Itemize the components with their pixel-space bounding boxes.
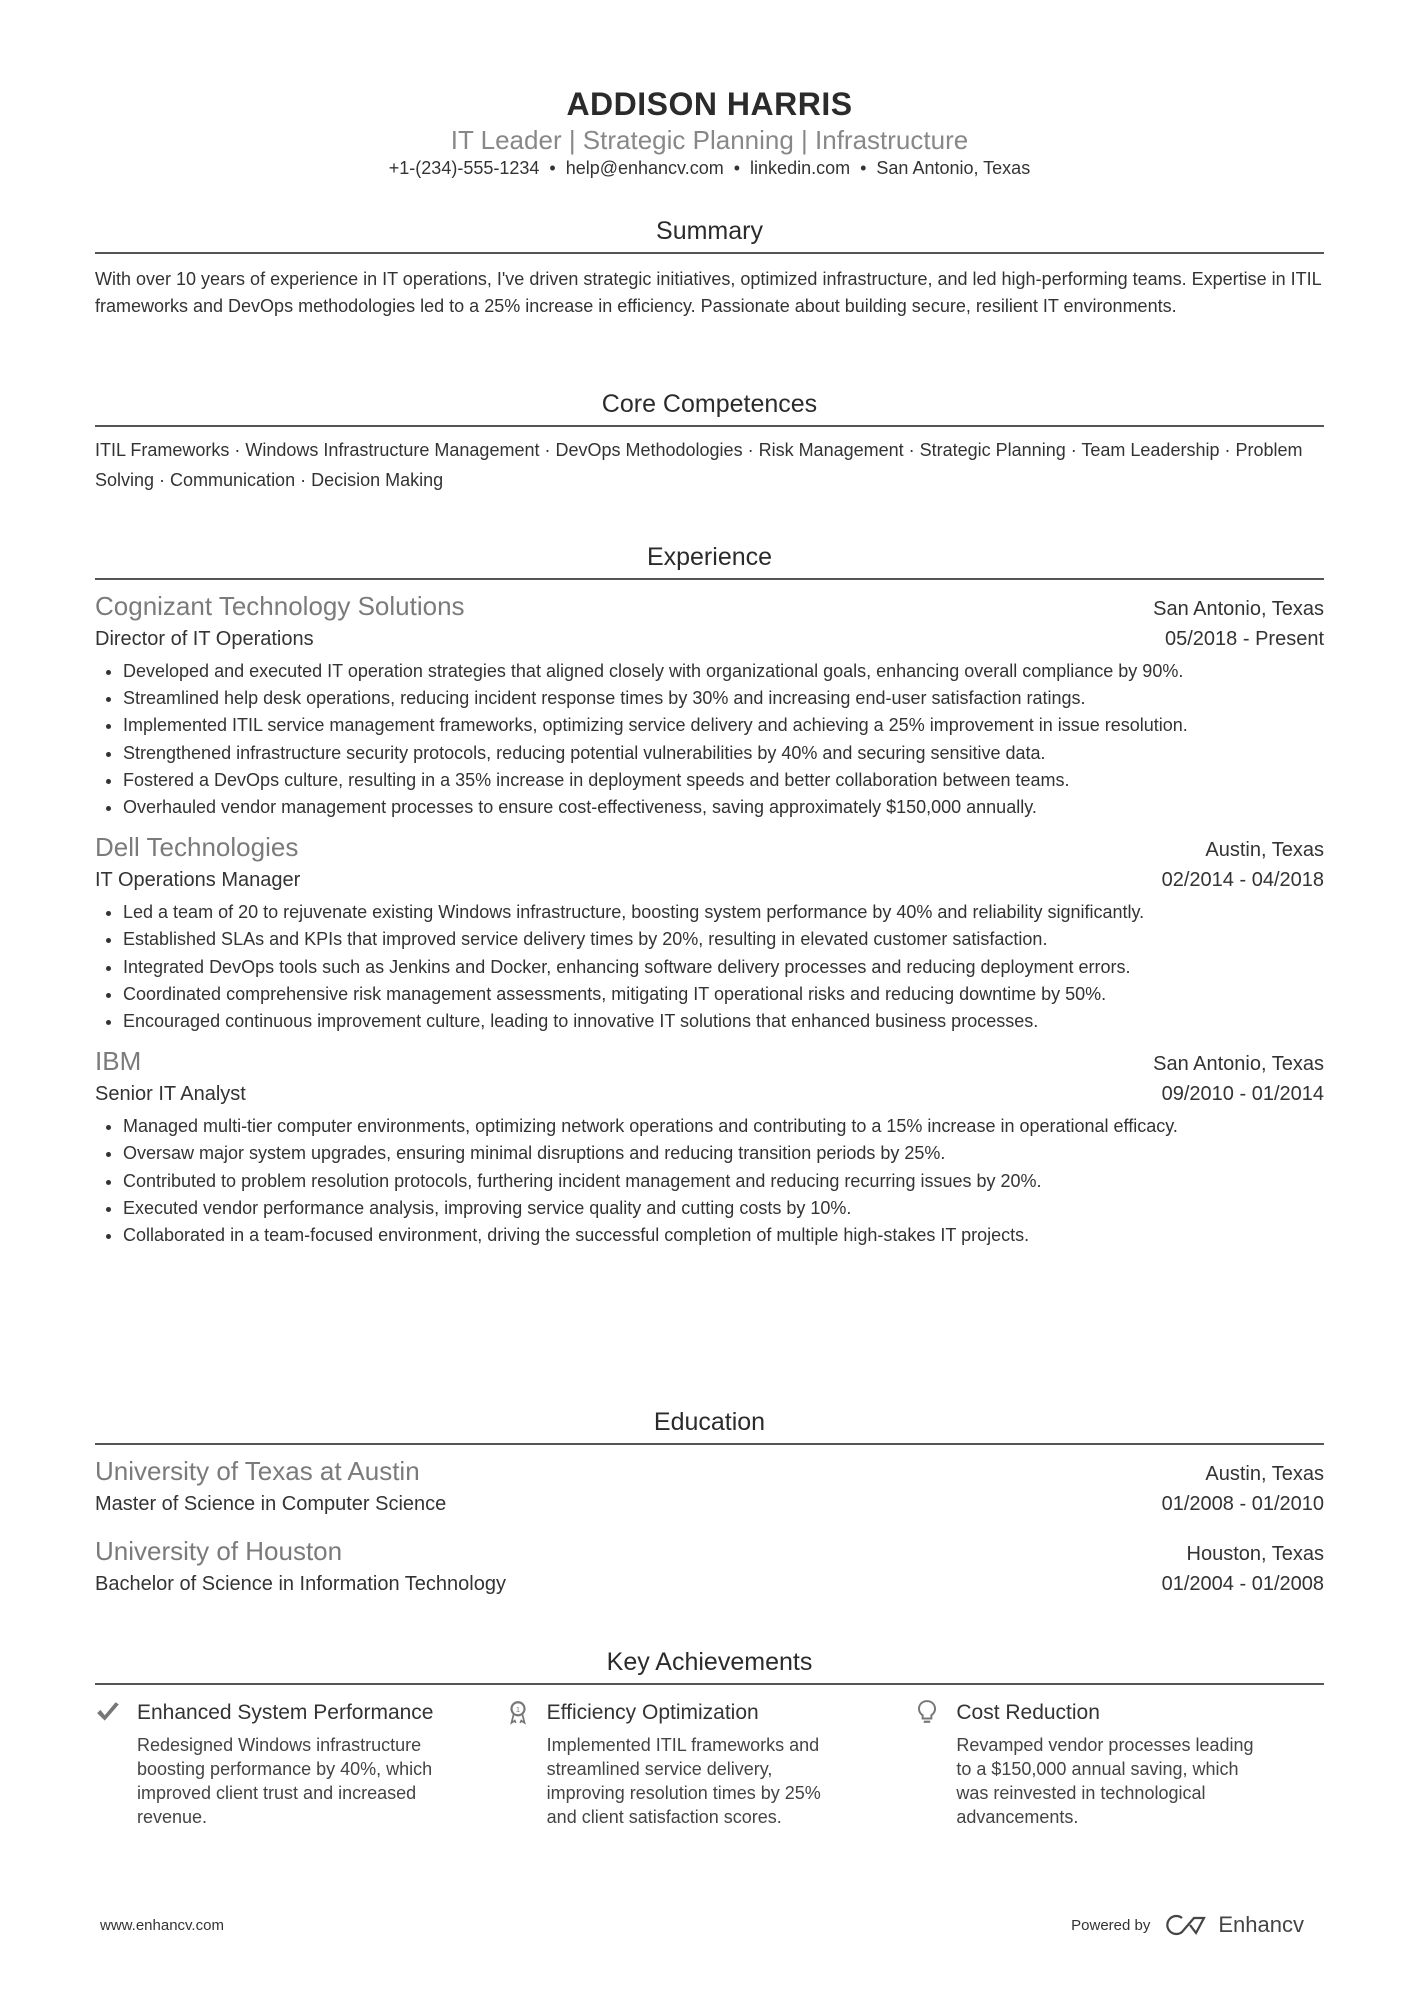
bullet-item: • Streamlined help desk operations, reducing incident response times by 30% and increasing end-user satisfaction ratings. (123, 685, 1324, 712)
job-bullets (95, 899, 1324, 1035)
section-title: Experience (95, 540, 1324, 580)
separator: • (733, 158, 741, 178)
candidate-name: ADDISON HARRIS (566, 86, 853, 122)
job-bullets (95, 658, 1324, 821)
achievement-description: Revamped vendor processes leading to a $150,000 annual saving, which was reinvested in technological advancements. (956, 1735, 1254, 1827)
bullet-item: • Fostered a DevOps culture, resulting in a 35% increase in deployment speeds and better collaboration between teams. (123, 767, 1324, 794)
achievements-section (95, 1645, 1324, 1829)
achievement-title: Enhanced System Performance (137, 1701, 434, 1724)
award-icon (505, 1699, 533, 1727)
bullet-item: • Contributed to problem resolution protocols, furthering incident management and reducing recurring issues by 20%. (123, 1168, 1324, 1195)
bullet-item: • Led a team of 20 to rejuvenate existing Windows infrastructure, boosting system performance by 40% and reliability significantly. (123, 899, 1324, 926)
bullet-item: • Established SLAs and KPIs that improved service delivery times by 20%, resulting in elevated customer satisfaction. (123, 926, 1324, 953)
achievement-item (505, 1699, 915, 1829)
contact-info (95, 158, 1324, 179)
achievement-item (914, 1699, 1324, 1829)
achievement-item (95, 1699, 505, 1829)
footer (100, 1912, 1304, 1938)
svg-text:1: 1 (515, 1705, 520, 1714)
degree: Master of Science in Computer Science (95, 1493, 447, 1515)
education-entry (95, 1453, 1324, 1519)
school-name: University of Houston (95, 1536, 343, 1566)
phone: +1-(234)-555-1234 (388, 158, 540, 178)
company-name: Cognizant Technology Solutions (95, 591, 465, 621)
job-title: Senior IT Analyst (95, 1083, 246, 1106)
job-title: IT Operations Manager (95, 869, 301, 892)
job-location: San Antonio, Texas (1153, 1053, 1324, 1076)
powered-by-label: Powered by (1071, 1916, 1151, 1934)
competences-section (95, 387, 1324, 495)
section-title: Key Achievements (95, 1645, 1324, 1685)
education-section (95, 1405, 1324, 1613)
enhancv-logo-icon (1164, 1913, 1210, 1937)
section-title: Core Competences (95, 387, 1324, 427)
powered-by (1071, 1912, 1304, 1938)
experience-section (95, 540, 1324, 1249)
education-dates: 01/2008 - 01/2010 (1161, 1493, 1324, 1515)
job-location: Austin, Texas (1205, 839, 1324, 862)
section-title: Summary (95, 214, 1324, 254)
brand-name: Enhancv (1218, 1912, 1304, 1937)
school-location: Houston, Texas (1186, 1543, 1324, 1565)
job-location: San Antonio, Texas (1153, 598, 1324, 620)
job-dates: 02/2014 - 04/2018 (1161, 869, 1324, 892)
bullet-item: • Executed vendor performance analysis, improving service quality and cutting costs by 10%. (123, 1195, 1324, 1222)
bullet-item: • Overhauled vendor management processes to ensure cost-effectiveness, saving approximately $150,000 annually. (123, 794, 1324, 821)
email-link[interactable]: help@enhancv.com (565, 158, 724, 178)
bullet-item: • Integrated DevOps tools such as Jenkins and Docker, enhancing software delivery processes and reducing deployment errors. (123, 954, 1324, 981)
separator: • (860, 158, 867, 178)
job-entry (95, 829, 1324, 1035)
job-dates: 05/2018 - Present (1165, 628, 1324, 650)
summary-text: With over 10 years of experience in IT operations, I've driven strategic initiatives, optimized infrastructure, and led high-performing teams. Expertise in ITIL frameworks and DevOps methodologies led to a 25% increase in efficiency. Passionate about building secure, resilient IT environments. (95, 269, 1322, 316)
job-dates: 09/2010 - 01/2014 (1161, 1083, 1324, 1106)
education-entry (95, 1533, 1324, 1599)
separator: • (549, 158, 556, 178)
enhancv-logo (1164, 1912, 1304, 1938)
job-entry (95, 1043, 1324, 1249)
achievement-description: Redesigned Windows infrastructure boosting performance by 40%, which improved client trust and increased revenue. (137, 1735, 433, 1827)
check-icon (95, 1699, 123, 1727)
linkedin-link[interactable]: linkedin.com (750, 158, 851, 178)
bullet-item: • Coordinated comprehensive risk management assessments, mitigating IT operational risks and reducing downtime by 50%. (123, 981, 1324, 1008)
job-entry (95, 588, 1324, 821)
achievement-description: Implemented ITIL frameworks and streamlined service delivery, improving resolution times by 25% and client satisfaction scores. (546, 1735, 821, 1827)
bullet-item: • Collaborated in a team-focused environment, driving the successful completion of multiple high-stakes IT projects. (123, 1222, 1324, 1249)
job-title: Director of IT Operations (95, 628, 314, 650)
degree: Bachelor of Science in Information Technology (95, 1573, 506, 1595)
bullet-item: • Encouraged continuous improvement culture, leading to innovative IT solutions that enhanced business processes. (123, 1008, 1324, 1035)
bullet-item: • Oversaw major system upgrades, ensuring minimal disruptions and reducing transition periods by 25%. (123, 1140, 1324, 1167)
job-bullets (95, 1113, 1324, 1249)
school-location: Austin, Texas (1205, 1463, 1324, 1485)
summary-section (95, 214, 1324, 320)
school-name: University of Texas at Austin (95, 1456, 420, 1486)
location: San Antonio, Texas (876, 158, 1031, 178)
achievement-title: Efficiency Optimization (546, 1701, 759, 1724)
lightbulb-icon (914, 1699, 942, 1727)
company-name: Dell Technologies (95, 832, 299, 863)
website-link[interactable]: www.enhancv.com (100, 1916, 224, 1934)
headline: IT Leader | Strategic Planning | Infrastructure (450, 125, 969, 155)
bullet-item: • Implemented ITIL service management frameworks, optimizing service delivery and achieving a 25% improvement in issue resolution. (123, 712, 1324, 739)
bullet-item: • Developed and executed IT operation strategies that aligned closely with organizational goals, enhancing overall compliance by 90%. (123, 658, 1324, 685)
education-dates: 01/2004 - 01/2008 (1161, 1573, 1324, 1595)
achievement-title: Cost Reduction (956, 1701, 1100, 1724)
bullet-item: • Strengthened infrastructure security protocols, reducing potential vulnerabilities by 40% and securing sensitive data. (123, 740, 1324, 767)
bullet-item: • Managed multi-tier computer environments, optimizing network operations and contributing to a 15% increase in operational efficacy. (123, 1113, 1324, 1140)
company-name: IBM (95, 1046, 142, 1077)
section-title: Education (95, 1405, 1324, 1445)
skills-list: ITIL Frameworks · Windows Infrastructure Management · DevOps Methodologies · Risk Management · Strategic Planning · Team Leadership · Problem Solving · Communication · Decision Making (95, 440, 1303, 490)
